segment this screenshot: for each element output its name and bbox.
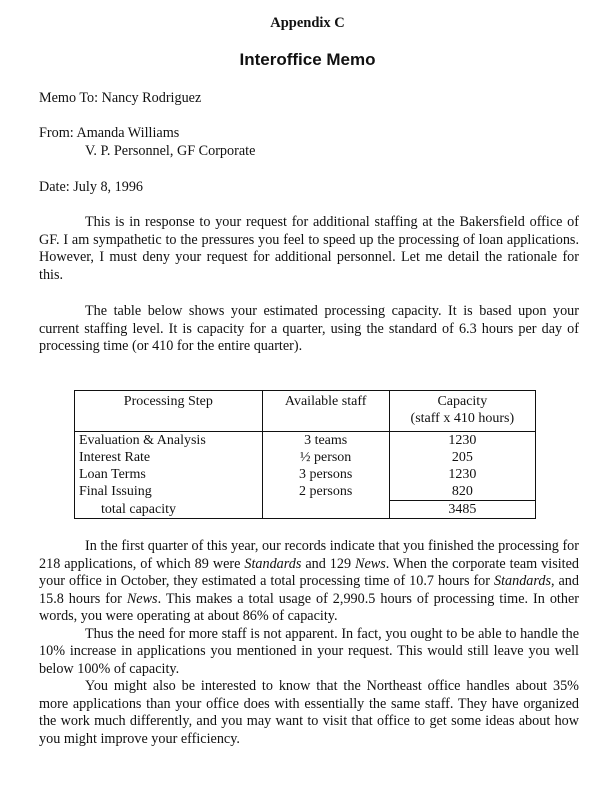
standards-term: Standards — [244, 555, 302, 572]
row-step: Final Issuing — [75, 483, 263, 501]
paragraph-1-text: This is in response to your request for additional staffing at the Bakersfield office of GF. I am sympathetic to the pressures you feel to speed up the processing of loan applications. However, I must deny your request for additional personnel. Let me detail the rationale for this. — [39, 214, 579, 283]
table-row — [75, 483, 536, 501]
row-capacity: 820 — [389, 483, 535, 501]
total-capacity-label: total capacity — [75, 501, 263, 519]
row-step: Evaluation & Analysis — [75, 432, 263, 450]
news-term: News — [355, 555, 386, 572]
row-capacity: 1230 — [389, 466, 535, 483]
paragraph-3-part-d: , and 15.8 hours for — [39, 573, 579, 607]
table-total-row — [75, 501, 536, 519]
paragraph-3-part-a: In the first quarter of this year, our records indicate that you finished the processing for 218 applications, of which 89 were — [39, 538, 579, 572]
row-step: Loan Terms — [75, 466, 263, 483]
row-staff: ½ person — [262, 449, 389, 466]
row-capacity: 205 — [389, 449, 535, 466]
memo-from-line: From: Amanda Williams — [39, 125, 180, 141]
memo-from-title: V. P. Personnel, GF Corporate — [85, 143, 256, 159]
paragraph-1 — [39, 214, 579, 284]
row-staff: 2 persons — [262, 483, 389, 501]
table-header-row — [75, 391, 536, 432]
capacity-table — [74, 390, 536, 519]
paragraph-3-part-b: and 129 — [301, 555, 356, 572]
header-capacity-line1: Capacity — [437, 394, 488, 409]
row-staff: 3 teams — [262, 432, 389, 450]
row-staff: 3 persons — [262, 466, 389, 483]
header-capacity-line2: (staff x 410 hours) — [410, 411, 515, 426]
row-capacity: 1230 — [389, 432, 535, 450]
table-row — [75, 432, 536, 450]
header-available-staff: Available staff — [262, 391, 389, 432]
memo-title: Interoffice Memo — [239, 50, 376, 69]
paragraph-4: Thus the need for more staff is not apparent. In fact, you ought to be able to handle the 10% increase in applications you mentioned in your request. This would still leave you well below 100% of capacity. — [39, 625, 579, 677]
paragraph-3-part-e: . This makes a total usage of 2,990.5 hours of processing time. In other words, you were operating at about 86% of capacity. — [39, 590, 579, 624]
header-processing-step: Processing Step — [75, 391, 263, 432]
paragraph-3-part-c: . When the corporate team visited your office in October, they estimated a total processing time of 10.7 hours for — [39, 555, 579, 589]
appendix-label: Appendix C — [270, 15, 345, 31]
total-capacity-value: 3485 — [389, 501, 535, 519]
row-step: Interest Rate — [75, 449, 263, 466]
table-row — [75, 449, 536, 466]
paragraph-5: You might also be interested to know that the Northeast office handles about 35% more applications than your office does with essentially the same staff. They have organized the work much differently, and you may want to visit that office to get some ideas about how you might improve your efficiency. — [39, 678, 579, 747]
memo-to-line: Memo To: Nancy Rodriguez — [39, 90, 202, 106]
header-capacity — [389, 391, 535, 432]
paragraph-2-text: The table below shows your estimated processing capacity. It is based upon your current staffing level. It is capacity for a quarter, using the standard of 6.3 hours per day of processing time (or 410 for the entire quarter). — [39, 303, 579, 354]
paragraph-2 — [39, 303, 579, 356]
paragraph-3 — [39, 538, 579, 626]
closing-paragraphs — [39, 538, 579, 748]
total-staff-empty — [262, 501, 389, 519]
standards-term: Standards — [493, 573, 551, 589]
news-term: News — [126, 590, 158, 607]
memo-date-line: Date: July 8, 1996 — [39, 179, 144, 195]
table-row — [75, 466, 536, 483]
